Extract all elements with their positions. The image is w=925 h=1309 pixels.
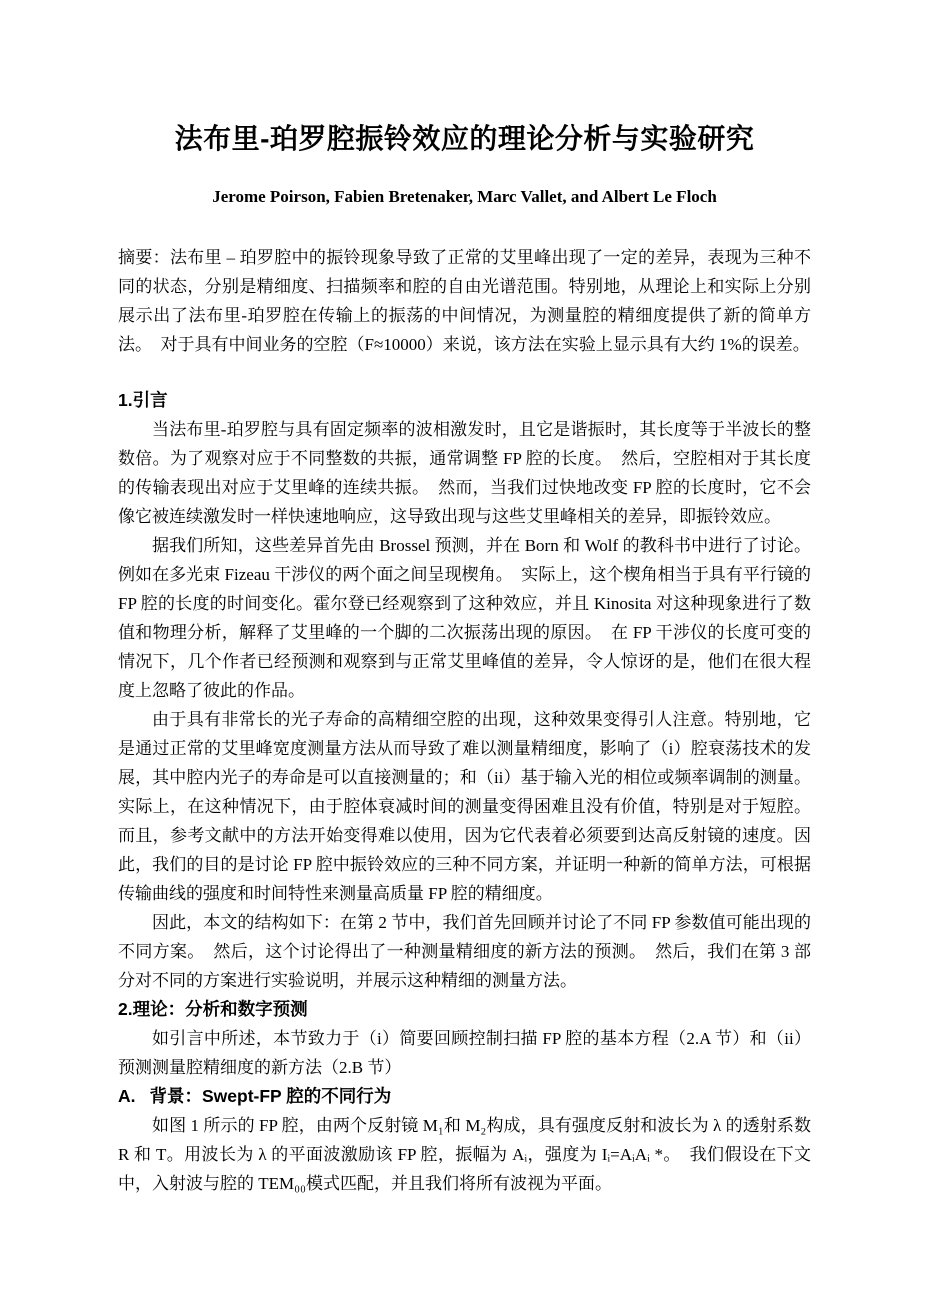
- page-content: [0, 121, 925, 1198]
- theory-paragraph-1: 如引言中所述，本节致力于（i）简要回顾控制扫描 FP 腔的基本方程（2.A 节）和（ii）预测测量腔精细度的新方法（2.B 节）: [118, 1029, 811, 1077]
- paper-title: 法布里-珀罗腔振铃效应的理论分析与实验研究: [174, 123, 755, 154]
- intro-paragraph-4: 因此，本文的结构如下：在第 2 节中，我们首先回顾并讨论了不同 FP 参数值可能出现的不同方案。 然后，这个讨论得出了一种测量精细度的新方法的预测。 然后，我们在第 3 部分对不同的方案进行实验说明，并展示这种精细的测量方法。: [118, 913, 811, 990]
- subsection-a-heading: [118, 1082, 811, 1111]
- intro-paragraph-2: 据我们所知，这些差异首先由 Brossel 预测，并在 Born 和 Wolf 的教科书中进行了讨论。例如在多光束 Fizeau 干涉仪的两个面之间呈现楔角。 实际上，这个楔角相当于具有平行镜的 FP 腔的长度的时间变化。霍尔登已经观察到了这种效应，并且 Kinosita 对这种现象进行了数值和物理分析，解释了艾里峰的一个脚的二次振荡出现的原因。 在 FP 干涉仪的长度可变的情况下，几个作者已经预测和观察到与正常艾里峰值的差异，令人惊讶的是，他们在很大程度上忽略了彼此的作品。: [118, 536, 811, 700]
- section-heading-theory: 2.理论：分析和数字预测: [118, 999, 308, 1019]
- authors-line: Jerome Poirson, Fabien Bretenaker, Marc Vallet, and Albert Le Floch: [212, 187, 717, 206]
- subsection-a-title: 背景：Swept-FP 腔的不同行为: [149, 1086, 392, 1106]
- intro-paragraph-3: 由于具有非常长的光子寿命的高精细空腔的出现，这种效果变得引人注意。特别地，它是通过正常的艾里峰宽度测量方法从而导致了难以测量精细度，影响了（i）腔衰荡技术的发展，其中腔内光子的寿命是可以直接测量的；和（ii）基于输入光的相位或频率调制的测量。实际上，在这种情况下，由于腔体衰减时间的测量变得困难且没有价值，特别是对于短腔。而且，参考文献中的方法开始变得难以使用，因为它代表着必须要到达高反射镜的速度。因此，我们的目的是讨论 FP 腔中振铃效应的三种不同方案，并证明一种新的简单方法，可根据传输曲线的强度和时间特性来测量高质量 FP 腔的精细度。: [118, 710, 811, 903]
- subsection-a-label: A.: [118, 1086, 136, 1106]
- subsection-a-paragraph-1: 如图 1 所示的 FP 腔，由两个反射镜 M₁和 M₂构成，具有强度反射和波长为 λ 的透射系数 R 和 T。用波长为 λ 的平面波激励该 FP 腔，振幅为 Aᵢ，强度为 Iᵢ=AᵢAᵢ *。 我们假设在下文中，入射波与腔的 TEM₀₀模式匹配，并且我们将所有波视为平面。: [118, 1116, 811, 1193]
- intro-paragraph-1: 当法布里-珀罗腔与具有固定频率的波相激发时，且它是谐振时，其长度等于半波长的整数倍。为了观察对应于不同整数的共振，通常调整 FP 腔的长度。 然后，空腔相对于其长度的传输表现出对应于艾里峰的连续共振。 然而，当我们过快地改变 FP 腔的长度时，它不会像它被连续激发时一样快速地响应，这导致出现与这些艾里峰相关的差异，即振铃效应。: [118, 420, 811, 526]
- abstract-paragraph: 摘要：法布里 – 珀罗腔中的振铃现象导致了正常的艾里峰出现了一定的差异，表现为三种不同的状态，分别是精细度、扫描频率和腔的自由光谱范围。特别地，从理论上和实际上分别展示出了法布里-珀罗腔在传输上的振荡的中间情况，为测量腔的精细度提供了新的简单方法。 对于具有中间业务的空腔（F≈10000）来说，该方法在实验上显示具有大约 1%的误差。: [118, 248, 811, 354]
- section-heading-introduction: 1.引言: [118, 390, 168, 410]
